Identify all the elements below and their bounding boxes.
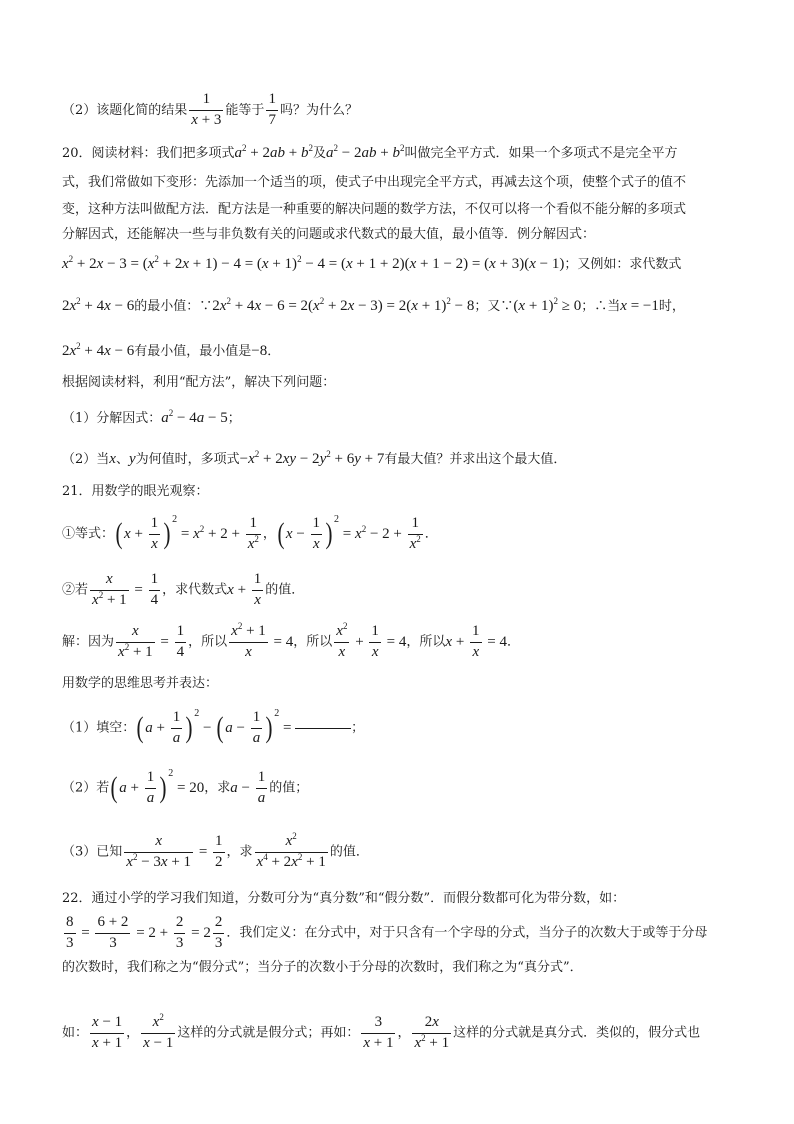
answer-blank	[295, 728, 351, 729]
q20-line4: 分解因式，还能解决一些与非负数有关的问题或求代数式的最大值，最小值等．例分解因式：	[62, 227, 596, 242]
q20-line3: 变，这种方法叫做配方法．配方法是一种重要的解决问题的数学方法，不仅可以将一个看似不能分解的多项式	[62, 202, 687, 217]
fraction-1-over-7: $\frac{1}{7}$	[268, 91, 276, 128]
formula-factorization-example: $x^2 + 2x - 3 = (x^2 + 2x + 1) - 4 = (x + 1)^2 - 4 = (x + 1 + 2)(x + 1 - 2) = (x + 3)(x - 1)$	[62, 254, 565, 272]
q19-part2: （2）该题化简的结果 $\frac{1}{x + 3}$ 能等于 $\frac{1}{7}$ 吗？为什么？	[62, 91, 358, 128]
q21-part2: （2）若( a + $\frac{1}{a}$ ) $^2$ = 20，求a − $\frac{1}{a}$ 的值；	[62, 767, 309, 806]
q20-line5: $x^2 + 2x - 3 = (x^2 + 2x + 1) - 4 = (x + 1)^2 - 4 = (x + 1 + 2)(x + 1 - 2) = (x + 3)(x - 1)$；又例如：求代数式	[62, 254, 682, 272]
q21-part1: （1）填空：( a + $\frac{1}{a}$ ) $^2$ − ( a − $\frac{1}{a}$ ) $^2$ = ；	[62, 707, 365, 746]
q21-solution: 解：因为 $\frac{x}{x^2 + 1}$ = $\frac{1}{4}$ ，所以 $\frac{x^2 + 1}{x}$ = 4，所以 $\frac{x^2}{x}$ + $\frac{1}{x}$ = 4，所以x + $\frac{1}{x}$ = 4．	[62, 621, 521, 660]
fraction-1-over-x-plus-3: $\frac{1}{x + 3}$	[191, 91, 222, 128]
q20-line1: 20．阅读材料：我们把多项式$a^2 + 2ab + b^2$及$a^2 - 2ab + b^2$叫做完全平方式．如果一个多项式不是完全平方	[62, 143, 678, 161]
q20-instruction: 根据阅读材料，利用“配方法”，解决下列问题：	[62, 375, 336, 390]
q20-line7: $2x^2 + 4x - 6$有最小值，最小值是−8．	[62, 341, 281, 359]
q20-part1: （1）分解因式：$a^2 - 4a - 5$；	[62, 408, 241, 426]
q22-line3: 的次数时，我们称之为“假分式”；当分子的次数小于分母的次数时，我们称之为“真分式”．	[62, 960, 583, 975]
q22-line2: $\frac{8}{3}$ = $\frac{6 + 2}{3}$ = 2 + $\frac{2}{3}$ = 2 $\frac{2}{3}$ ．我们定义：在分式中，对于只含有一个字母的分式，当分子的次数大于或等于分母	[62, 915, 707, 952]
q20-part2: （2）当x、y为何值时，多项式$-x^2 + 2xy - 2y^2 + 6y + 7$有最大值？并求出这个最大值．	[62, 449, 567, 467]
q22-line4: 如： $\frac{x - 1}{x + 1}$ ， $\frac{x^2}{x - 1}$ 这样的分式就是假分式；再如： $\frac{3}{x + 1}$ ， $\frac{2x}{x^2 + 1}$ 这样的分式就是真分式．类似的，假分式也	[62, 1012, 701, 1051]
mixed-number-example: $\frac{8}{3}$ = $\frac{6 + 2}{3}$ = 2 + $\frac{2}{3}$ = 2 $\frac{2}{3}$	[66, 914, 223, 951]
formula-perfect-square-minus: $a^2 - 2ab + b^2$	[326, 143, 405, 161]
q20-line2: 式，我们常做如下变形：先添加一个适当的项，使式子中出现完全平方式，再减去这个项，使整个式子的值不	[62, 175, 687, 190]
q21-title: 21．用数学的眼光观察：	[62, 484, 209, 499]
q21-think: 用数学的思维思考并表达：	[62, 676, 219, 691]
q20-line6: $2x^2 + 4x - 6$的最小值：$\because 2x^2 + 4x - 6 = 2(x^2 + 2x - 3) = 2(x + 1)^2 - 8$；又∵(x + 1)$^2$ ≥ 0；∴当x = −1时，	[62, 296, 685, 314]
q22-line1: 22．通过小学的学习我们知道，分数可分为“真分数”和“假分数”．而假分数都可化为带分数，如：	[62, 891, 626, 906]
q21-observation2: ②若 $\frac{x}{x^2 + 1}$ = $\frac{1}{4}$ ，求代数式x + $\frac{1}{x}$ 的值．	[62, 571, 305, 608]
q21-part3: （3）已知 $\frac{x}{x^2 - 3x + 1}$ = $\frac{1}{2}$ ，求 $\frac{x^2}{x^4 + 2x^2 + 1}$ 的值．	[62, 831, 369, 870]
q21-observation1: ①等式：( x + $\frac{1}{x}$ ) $^2 = x^2 + 2$ + $\frac{1}{x^2}$ ，( x − $\frac{1}{x}$ ) $^2 = x^2 - 2$ + $\frac{1}{x^2}$ ．	[62, 513, 438, 552]
formula-perfect-square-plus: $a^2 + 2ab + b^2$	[234, 143, 313, 161]
